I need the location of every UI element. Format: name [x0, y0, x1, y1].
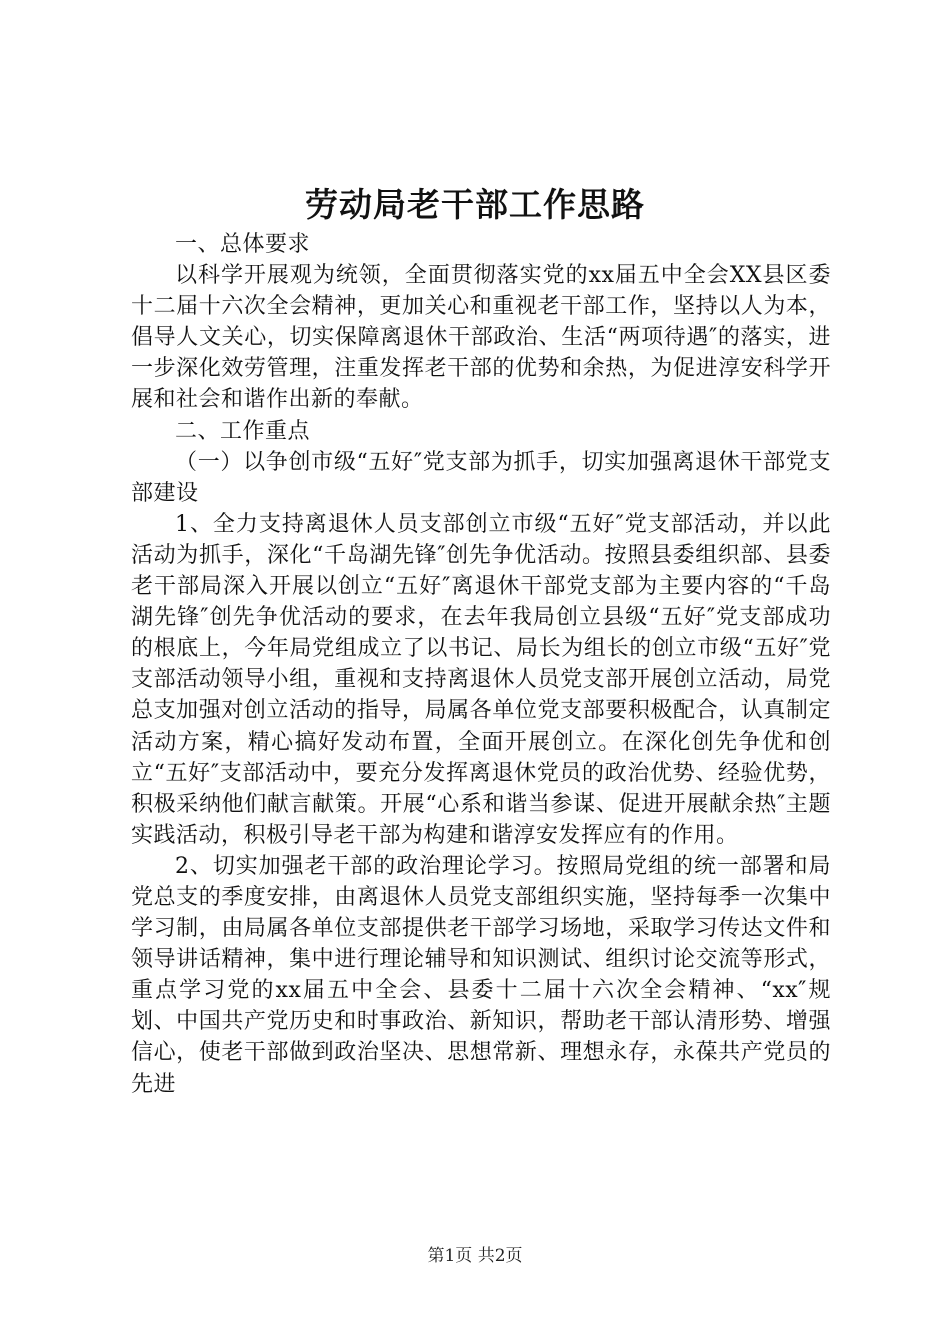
section-2-subheading-1: （一）以争创市级“五好″党支部为抓手，切实加强离退休干部党支部建设: [131, 449, 831, 506]
section-2-item-1: 1、全力支持离退休人员支部创立市级“五好″党支部活动，并以此活动为抓手，深化“千岛湖先锋″创先争优活动。按照县委组织部、县委老干部局深入开展以创立“五好″离退休干部党支部为主要内容的“千岛湖先锋″创先争优活动的要求，在去年我局创立县级“五好″党支部成功的根底上，今年局党组成立了以书记、局长为组长的创立市级“五好″党支部活动领导小组，重视和支持离退休人员党支部开展创立活动，局党总支加强对创立活动的指导，局属各单位党支部要积极配合，认真制定活动方案，精心搞好发动布置，全面开展创立。在深化创先争优和创立“五好″支部活动中，要充分发挥离退休党员的政治优势、经验优势，积极采纳他们献言献策。开展“心系和谐当参谋、促进开展献余热″主题实践活动，积极引导老干部为构建和谐淳安发挥应有的作用。: [131, 511, 831, 848]
document-body: [131, 229, 831, 1100]
page-title: 劳动局老干部工作思路: [305, 185, 645, 224]
section-2-heading: 二、工作重点: [175, 418, 311, 444]
section-1-paragraph: 以科学开展观为统领，全面贯彻落实党的xx届五中全会XX县区委十二届十六次全会精神，更加关心和重视老干部工作，坚持以人为本，倡导人文关心，切实保障离退休干部政治、生活“两项待遇″的落实，进一步深化效劳管理，注重发挥老干部的优势和余热，为促进淳安科学开展和社会和谐作出新的奉献。: [131, 263, 831, 413]
page-footer: 第1页 共2页: [427, 1246, 523, 1266]
section-1-heading: 一、总体要求: [175, 232, 311, 257]
section-2-item-2: 2、切实加强老干部的政治理论学习。按照局党组的统一部署和局党总支的季度安排，由离退休人员党支部组织实施，坚持每季一次集中学习制，由局属各单位支部提供老干部学习场地，采取学习传达文件和领导讲话精神，集中进行理论辅导和知识测试、组织讨论交流等形式，重点学习党的xx届五中全会、县委十二届十六次全会精神、“xx″规划、中国共产党历史和时事政治、新知识，帮助老干部认清形势、增强信心，使老干部做到政治坚决、思想常新、理想永存，永葆共产党员的先进: [131, 853, 831, 1097]
